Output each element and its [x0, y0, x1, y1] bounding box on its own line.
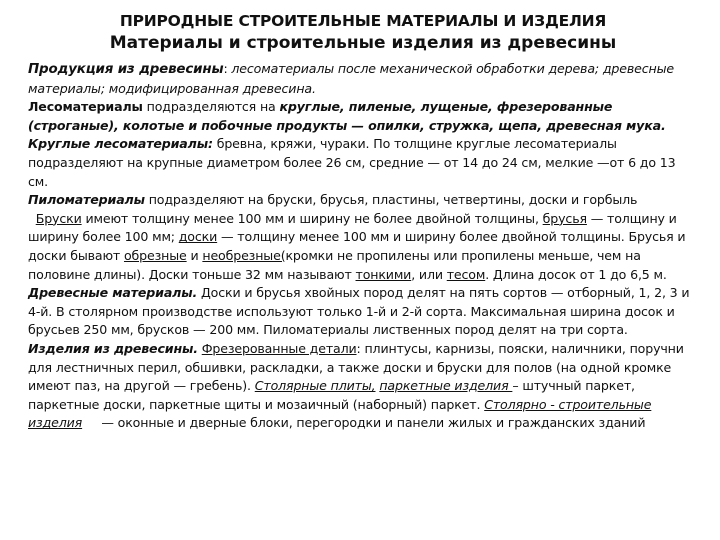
paragraph-sawn-timber	[28, 191, 698, 210]
text-segment: кромки не пропилены или пропилены меньше, чем на половине длины). Доски тоньше 32 мм называют	[28, 247, 641, 282]
timber-text: подразделяются на	[142, 99, 280, 115]
text-segment: : плинтусы, карнизы, пояски, наличники, поручни для лестничных перил, обшивки, раскладки, а также доски и бруски для полов (на одной кромке имеют паз, на другой — гребень).	[28, 340, 684, 394]
link-neobreznye: необрезные(	[202, 247, 286, 263]
round-timber-text: бревна, кряжи, чураки. По толщине круглые лесоматериалы подразделяют на крупные диаметром более 26 см, средние — от 14 до 24 см, мелкие —от 6 до 13 см.	[28, 136, 676, 189]
paragraph-round-timber	[28, 135, 698, 191]
paragraph-wood-articles	[28, 340, 698, 433]
text-segment: — толщину и ширину более 100 мм;	[28, 210, 677, 245]
document-body	[28, 60, 698, 433]
wood-products-text: лесоматериалы после механической обработки дерева; древесные материалы; модифицированная древесина.	[28, 61, 674, 96]
heading-wood-materials: Древесные материалы.	[28, 285, 198, 301]
paragraph-wood-materials	[28, 284, 698, 340]
paragraph-sawn-timber-details	[28, 210, 698, 284]
page-title: ПРИРОДНЫЕ СТРОИТЕЛЬНЫЕ МАТЕРИАЛЫ И ИЗДЕЛИЯ	[119, 12, 607, 30]
text-segment: , или	[411, 266, 447, 282]
text-segment: . Длина досок от 1 до 6,5 м.	[485, 266, 667, 282]
heading-timber: Лесоматериалы	[28, 99, 143, 115]
link-tesom: тесом	[446, 266, 486, 282]
text-segment: — толщину менее 100 мм и ширину более двойной толщины. Брусья и доски бывают	[28, 229, 686, 263]
sawn-timber-text: подразделяют на бруски, брусья, пластины, четвертины, доски и горбыль	[144, 192, 638, 208]
colon: :	[223, 61, 232, 76]
heading-sawn-timber: Пиломатериалы	[28, 192, 145, 208]
text-segment: – штучный паркет, паркетные доски, паркетные щиты и мозаичный (наборный) паркет.	[28, 378, 635, 412]
paragraph-timber	[28, 98, 698, 135]
timber-types-list: круглые, пиленые, лущеные, фрезерованные (строганые), колотые и побочные продукты — опилки, стружка, щепа, древесная мука.	[28, 99, 666, 133]
text-segment: — оконные и дверные блоки, перегородки и панели жилых и гражданских зданий	[82, 415, 646, 431]
page-subtitle: Материалы и строительные изделия из древесины	[109, 33, 617, 53]
wood-materials-text: Доски и брусья хвойных пород делят на пять сортов — отборный, 1, 2, 3 и 4-й. В столярном производстве используют только 1-й и 2-й сорта. Максимальная ширина досок и брусьев 250 мм, брусков — 200 мм. Пиломатериалы лиственных пород делят на три сорта.	[28, 285, 690, 338]
heading-round-timber: Круглые лесоматериалы:	[28, 136, 213, 152]
link-joinery-construction-products: Столярно - строительные изделия	[28, 396, 652, 431]
link-doski: доски	[178, 229, 218, 245]
heading-wood-products: Продукция из древесины	[28, 62, 224, 77]
link-joinery-boards: Столярные плиты,	[254, 378, 376, 394]
heading-wood-articles: Изделия из древесины.	[28, 340, 198, 356]
link-tonkimi: тонкими	[355, 266, 412, 282]
link-parquet-products: паркетные изделия	[379, 378, 513, 394]
link-brusya: брусья	[542, 210, 587, 226]
link-bruski: Бруски	[35, 210, 82, 226]
link-milled-parts: Фрезерованные детали	[201, 340, 357, 356]
text-segment: имеют толщину менее 100 мм и ширину не более двойной толщины,	[81, 210, 543, 226]
link-obreznye: обрезные	[123, 247, 187, 263]
paragraph-wood-products	[28, 60, 698, 98]
text-segment: и	[186, 247, 203, 263]
indent	[28, 211, 36, 226]
